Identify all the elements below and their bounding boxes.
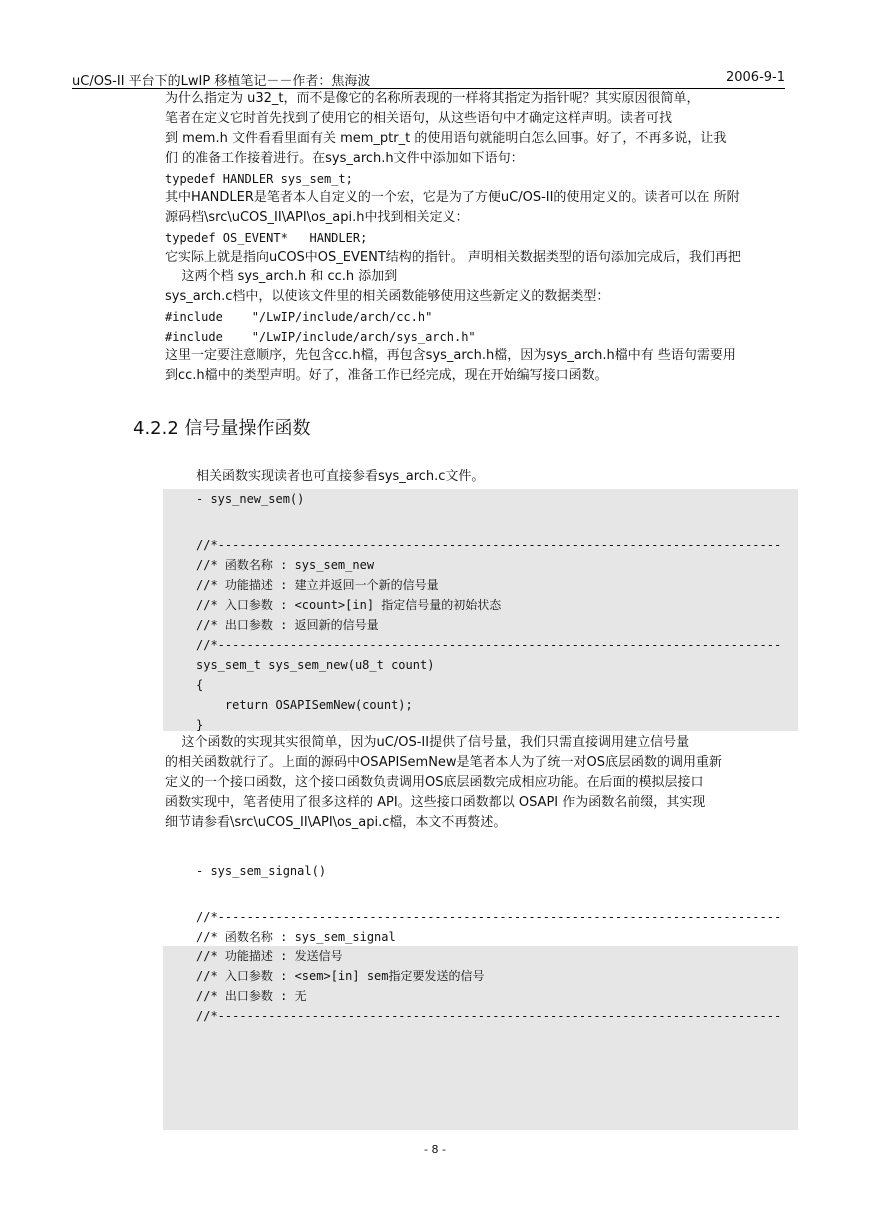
code-line: #include "/LwIP/include/arch/sys_arch.h" [165, 330, 476, 344]
code-line: //* 入口参数 : <sem>[in] sem指定要发送的信号 [196, 969, 485, 983]
body-line: sys_arch.c档中，以使该文件里的相关函数能够使用这些新定义的数据类型： [165, 289, 610, 304]
body-line: 定义的一个接口函数，这个接口函数负责调用OS底层函数完成相应功能。在后面的模拟层接口 [165, 775, 704, 790]
code-line: #include "/LwIP/include/arch/cc.h" [165, 310, 433, 324]
page-number: - 8 - [424, 1143, 446, 1156]
code-line: //* 出口参数 : 返回新的信号量 [196, 618, 379, 632]
code-line: //* 功能描述 : 发送信号 [196, 949, 343, 963]
code-line: //*------------------------------------------------------------------------------ [196, 538, 782, 552]
code-line: - sys_new_sem() [196, 492, 305, 506]
code-line: //*------------------------------------------------------------------------------ [196, 910, 782, 924]
body-line: 笔者在定义它时首先找到了使用它的相关语句，从这些语句中才确定这样声明。读者可找 [165, 111, 673, 126]
code-line: //* 函数名称 : sys_sem_new [196, 558, 375, 572]
code-line: //* 功能描述 : 建立并返回一个新的信号量 [196, 578, 439, 592]
body-line: 们 的准备工作接着进行。在sys_arch.h文件中添加如下语句： [165, 151, 524, 166]
body-line: 的相关函数就行了。上面的源码中OSAPISemNew是笔者本人为了统一对OS底层函数的调用重新 [165, 755, 723, 770]
body-line: 到 mem.h 文件看看里面有关 mem_ptr_t 的使用语句就能明白怎么回事。好了，不再多说，让我 [165, 131, 727, 146]
header-title: uC/OS-II 平台下的LwIP 移植笔记－－作者：焦海波 [72, 74, 371, 89]
body-line: 为什么指定为 u32_t，而不是像它的名称所表现的一样将其指定为指针呢？其实原因很简单， [165, 91, 700, 106]
intro-line: 相关函数实现读者也可直接参看sys_arch.c文件。 [196, 469, 485, 484]
code-line: //*------------------------------------------------------------------------------ [196, 638, 782, 652]
code-line: //* 出口参数 : 无 [196, 989, 307, 1003]
code-line: typedef OS_EVENT* HANDLER; [165, 231, 368, 245]
code-line: //*------------------------------------------------------------------------------ [196, 1009, 782, 1023]
body-line: 细节请参看\src\uCOS_II\API\os_api.c檔，本文不再赘述。 [165, 815, 507, 830]
header-date: 2006-9-1 [725, 70, 785, 85]
body-line: 函数实现中，笔者使用了很多这样的 API。这些接口函数都以 OSAPI 作为函数名前缀，其实现 [165, 795, 706, 810]
code-line: sys_sem_t sys_sem_new(u8_t count) [196, 658, 435, 672]
code-line: //* 函数名称 : sys_sem_signal [196, 930, 396, 944]
section-heading: 4.2.2 信号量操作函数 [133, 418, 311, 439]
body-line: 这个函数的实现其实很简单，因为uC/OS-II提供了信号量，我们只需直接调用建立信号量 [165, 735, 690, 750]
body-line: 这两个档 sys_arch.h 和 cc.h 添加到 [165, 269, 398, 284]
body-line: 其中HANDLER是笔者本人自定义的一个宏，它是为了方便uC/OS-II的使用定义的。读者可以在 所附 [165, 190, 740, 205]
body-line: 源码档\src\uCOS_II\API\os_api.h中找到相关定义： [165, 210, 469, 225]
code-line: { [196, 678, 204, 692]
body-line: 这里一定要注意顺序，先包含cc.h檔，再包含sys_arch.h檔，因为sys_arch.h檔中有 些语句需要用 [165, 348, 736, 363]
code-line: - sys_sem_signal() [196, 864, 327, 878]
body-line: 它实际上就是指向uCOS中OS_EVENT结构的指针。 声明相关数据类型的语句添加完成后，我们再把 [165, 250, 741, 265]
code-line: //* 入口参数 : <count>[in] 指定信号量的初始状态 [196, 598, 502, 612]
body-line: 到cc.h檔中的类型声明。好了，准备工作已经完成，现在开始编写接口函数。 [165, 368, 608, 383]
code-line: return OSAPISemNew(count); [196, 698, 413, 712]
page-header [72, 68, 785, 89]
code-line: typedef HANDLER sys_sem_t; [165, 172, 353, 186]
code-line: } [196, 718, 204, 732]
